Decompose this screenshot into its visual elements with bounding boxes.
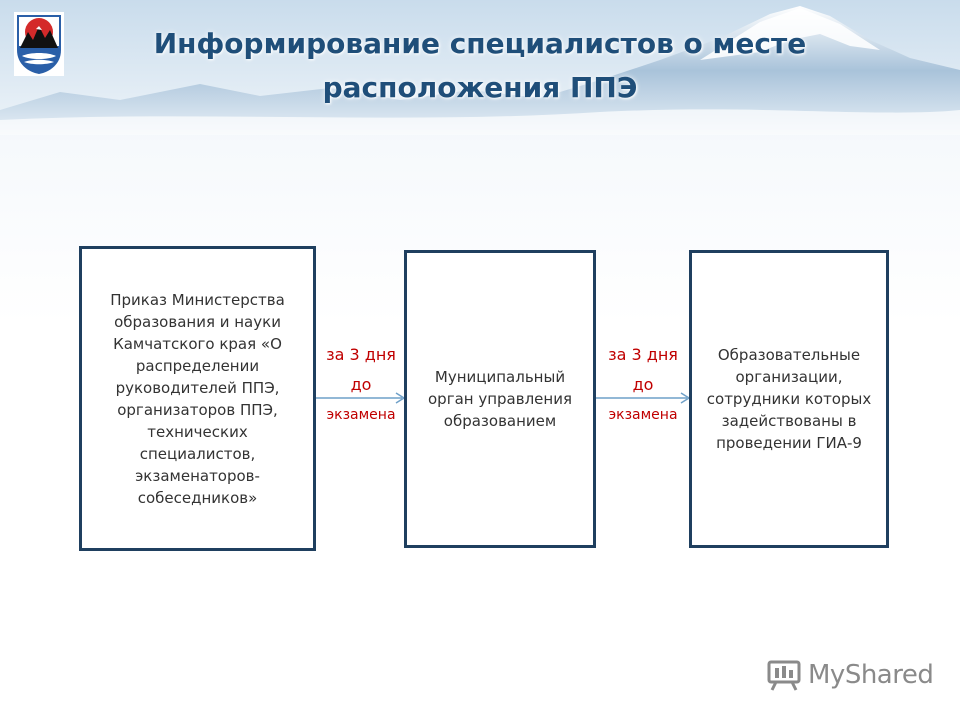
order-box-text: Приказ Министерства образования и науки Камчатского края «О распределении руководителей ППЭ, организаторов ППЭ, технических специалистов, экзаменаторов-собеседников» xyxy=(110,290,285,507)
timing-label-1-line3: экзамена xyxy=(326,407,396,423)
timing-label-2 xyxy=(594,340,692,430)
timing-label-1-line2: до xyxy=(350,375,372,394)
municipal-authority-text: Муниципальный орган управления образованием xyxy=(428,368,572,430)
watermark-text: MyShared xyxy=(808,660,934,690)
organizations-box xyxy=(689,250,889,548)
presentation-board-icon xyxy=(766,659,802,691)
emblem-icon xyxy=(14,12,64,76)
region-emblem xyxy=(14,12,64,76)
timing-label-1 xyxy=(312,340,410,430)
municipal-authority-box xyxy=(404,250,596,548)
page-title: Информирование специалистов о месте расположения ППЭ xyxy=(153,27,807,104)
organizations-text: Образовательные организации, сотрудники которых задействованы в проведении ГИА-9 xyxy=(706,346,872,452)
timing-label-2-line2: до xyxy=(632,375,654,394)
timing-label-2-line3: экзамена xyxy=(608,407,678,423)
timing-label-2-line1: за 3 дня xyxy=(608,345,678,364)
watermark xyxy=(766,655,936,695)
header-banner xyxy=(0,0,960,135)
order-box xyxy=(79,246,316,551)
timing-label-1-line1: за 3 дня xyxy=(326,345,396,364)
